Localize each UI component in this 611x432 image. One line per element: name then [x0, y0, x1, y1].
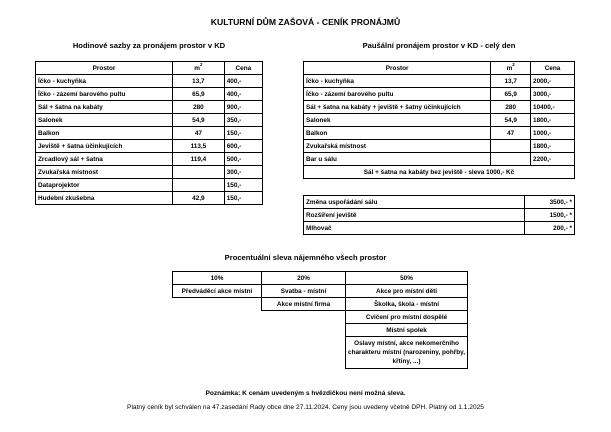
cell-price: 600,-: [224, 140, 262, 153]
cell-name: Sál + šatna na kabáty + jeviště + šatny účinkujících: [304, 101, 491, 114]
cell-area: 13,7: [491, 75, 531, 88]
cell-name: Balkon: [36, 127, 173, 140]
cell-area: 119,4: [173, 153, 225, 166]
cell-area: 65,9: [173, 88, 225, 101]
cell-area: 280: [491, 101, 531, 114]
cell-name: Zvukařská místnost: [304, 140, 491, 153]
cell-price: 400,-: [224, 75, 262, 88]
cell-price: 300,-: [224, 166, 262, 179]
cell-name: Sál + šatna na kabáty: [36, 101, 173, 114]
cell-name: Balkon: [304, 127, 491, 140]
cell-name: Změna uspořádání sálu: [304, 196, 525, 209]
discount-item-multiline: Oslavy místní, akce nekomerčního charakteru místní (narozeniny, pohřby, křtiny, ...): [346, 337, 468, 369]
table-row: [304, 127, 575, 140]
cell-price: 1800,-: [531, 114, 575, 127]
table-row: [36, 75, 263, 88]
table-row: [304, 75, 575, 88]
discount-item: Místní spolek: [346, 324, 468, 337]
cell-area: 54,9: [491, 114, 531, 127]
col-area: $m^2$: [173, 62, 225, 75]
cell-price: 3000,-: [531, 88, 575, 101]
cell-name: Dataprojektor: [36, 179, 173, 192]
daily-table: [303, 61, 575, 179]
hourly-heading: Hodinové sazby za pronájem prostor v KD: [72, 41, 226, 50]
discount-item: Školka, škola - místní: [346, 298, 468, 311]
discount-item: Cvičení pro místní dospělé: [346, 311, 468, 324]
discount-table: [172, 271, 468, 369]
level-10: 10%: [173, 272, 262, 285]
table-row: [304, 114, 575, 127]
cell-name: Jeviště + šatna účinkujících: [36, 140, 173, 153]
discount-item: Akce místní firma: [261, 298, 345, 311]
cell-price: 200,- *: [525, 222, 575, 235]
cell-area: [491, 140, 531, 153]
cell-area: 47: [491, 127, 531, 140]
cell-area: 65,9: [491, 88, 531, 101]
table-row: [36, 88, 263, 101]
cell-name: Hudební zkušebna: [36, 192, 173, 205]
cell-price: 400,-: [224, 88, 262, 101]
daily-footer: Sál + šatna na kabáty bez jeviště - sleva 1000,- Kč: [304, 166, 575, 179]
table-row: [304, 101, 575, 114]
table-row: [36, 179, 263, 192]
table-row: [36, 101, 263, 114]
cell-price: 3500,- *: [525, 196, 575, 209]
cell-price: 1500,- *: [525, 209, 575, 222]
cell-area: 113,5: [173, 140, 225, 153]
cell-name: Zrcadlový sál + šatna: [36, 153, 173, 166]
cell-name: Íčko - kuchyňka: [36, 75, 173, 88]
table-row: [36, 127, 263, 140]
cell-area: 54,9: [173, 114, 225, 127]
cell-price: 500,-: [224, 153, 262, 166]
table-row: [36, 192, 263, 205]
cell-price: 350,-: [224, 114, 262, 127]
cell-name: Salonek: [304, 114, 491, 127]
cell-price: 10400,-: [531, 101, 575, 114]
table-row: [304, 153, 575, 166]
extras-row: [304, 196, 575, 209]
cell-area: 47: [173, 127, 225, 140]
discount-heading: Procentuální sleva nájemného všech prostor: [224, 253, 387, 262]
table-row: [304, 140, 575, 153]
note: Poznámka: K cenám uvedeným s hvězdičkou není možná sleva.: [205, 390, 406, 397]
discount-item: Akce pro místní děti: [346, 285, 468, 298]
col-price: Cena: [224, 62, 262, 75]
cell-area: [491, 153, 531, 166]
cell-price: 150,-: [224, 127, 262, 140]
level-50: 50%: [346, 272, 468, 285]
extras-row: [304, 222, 575, 235]
cell-name: Íčko - zázemí barového pultu: [36, 88, 173, 101]
daily-heading: Paušální pronájem prostor v KD - celý den: [362, 41, 516, 50]
cell-name: Zvukařská místnost: [36, 166, 173, 179]
cell-price: 1800,-: [531, 140, 575, 153]
cell-price: 2000,-: [531, 75, 575, 88]
cell-price: 150,-: [224, 179, 262, 192]
cell-name: Mlhovač: [304, 222, 525, 235]
hourly-table: [35, 61, 263, 205]
table-row: [36, 140, 263, 153]
level-20: 20%: [261, 272, 345, 285]
table-row: [36, 166, 263, 179]
cell-name: Rozšíření jeviště: [304, 209, 525, 222]
cell-price: 900,-: [224, 101, 262, 114]
extras-table: [303, 195, 575, 235]
cell-area: 280: [173, 101, 225, 114]
footer-text: Platný ceník byl schválen na 47.zasedání Rady obce dne 27.11.2024. Ceny jsou uvedeny včetně DPH. Platný od 1.1.2025: [127, 404, 484, 411]
table-row: [36, 153, 263, 166]
cell-area: 13,7: [173, 75, 225, 88]
extras-row: [304, 209, 575, 222]
cell-name: Íčko - zázemí barového pultu: [304, 88, 491, 101]
col-price: Cena: [531, 62, 575, 75]
table-row: [304, 88, 575, 101]
cell-name: Íčko - kuchyňka: [304, 75, 491, 88]
cell-price: 1000,-: [531, 127, 575, 140]
cell-name: Bar u sálu: [304, 153, 491, 166]
cell-price: 150,-: [224, 192, 262, 205]
cell-area: 42,9: [173, 192, 225, 205]
cell-price: 2200,-: [531, 153, 575, 166]
col-space: Prostor: [36, 62, 173, 75]
cell-name: Salonek: [36, 114, 173, 127]
col-space: Prostor: [304, 62, 491, 75]
page-title: KULTURNÍ DŮM ZAŠOVÁ - CENÍK PRONÁJMŮ: [210, 17, 401, 27]
discount-item: Předváděcí akce místní: [173, 285, 262, 298]
col-area: $m^2$: [491, 62, 531, 75]
cell-area: [173, 179, 225, 192]
discount-item: Svatba - místní: [261, 285, 345, 298]
cell-area: [173, 166, 225, 179]
table-row: [36, 114, 263, 127]
